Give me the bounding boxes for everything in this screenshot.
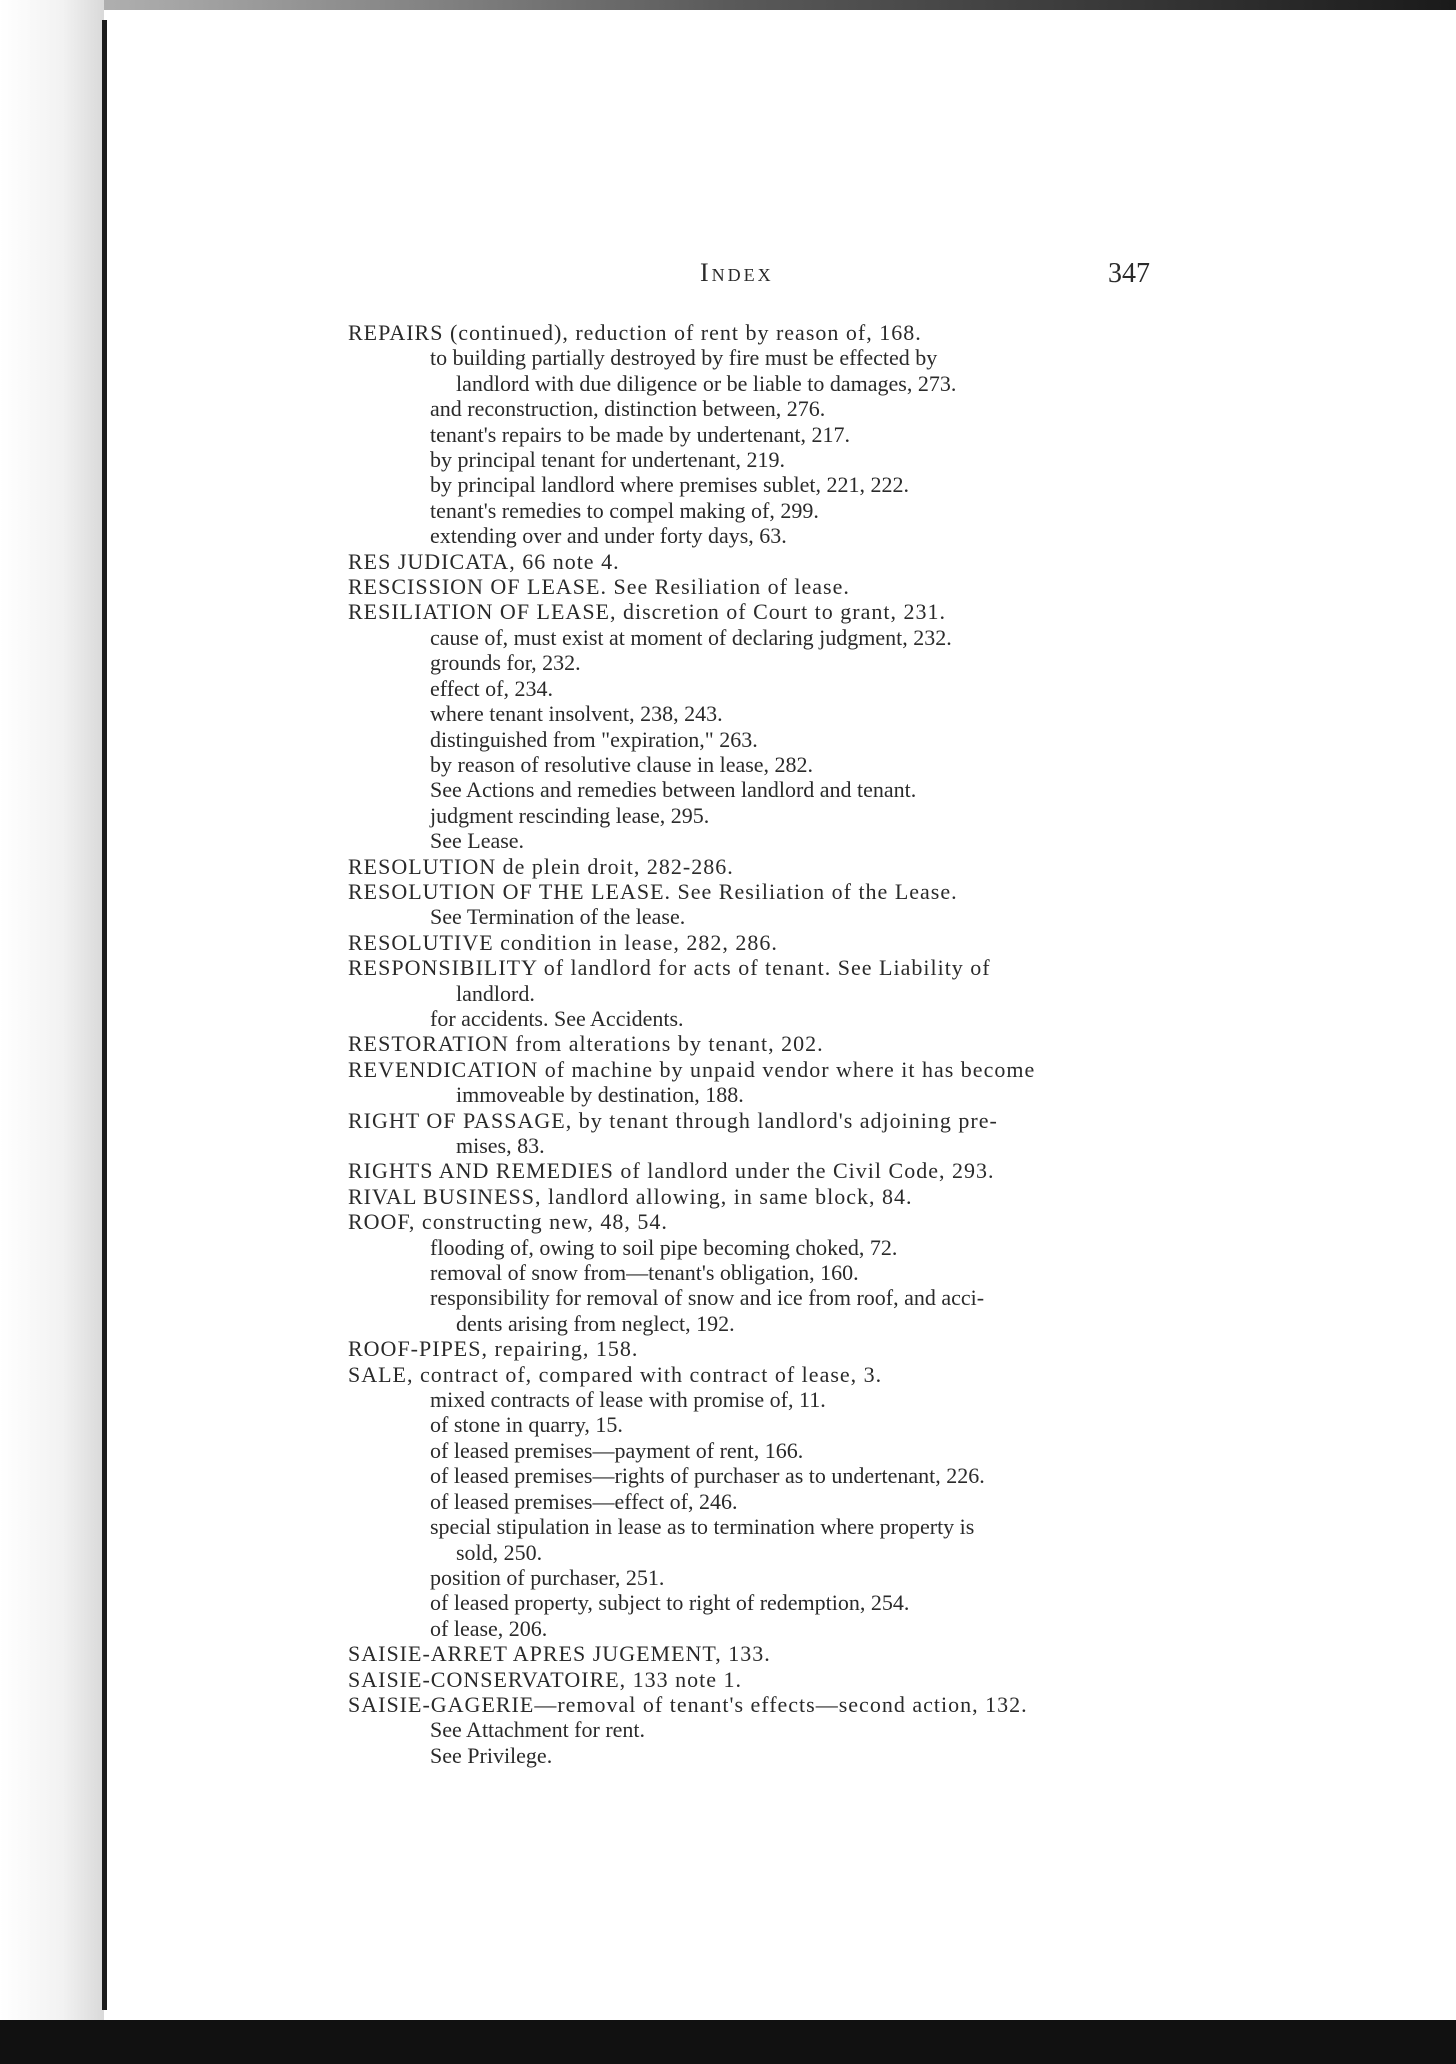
index-subentry: of leased premises—payment of rent, 166. xyxy=(430,1437,804,1463)
index-subentry: extending over and under forty days, 63. xyxy=(430,523,787,549)
index-subentry: of leased premises—rights of purchaser as to undertenant, 226. xyxy=(430,1463,985,1489)
page-number: 347 xyxy=(1108,258,1150,289)
running-title: Index xyxy=(700,258,774,287)
index-heading-entry: RIGHTS AND REMEDIES of landlord under the Civil Code, 293. xyxy=(348,1158,995,1184)
index-heading-entry: SAISIE-ARRET APRES JUGEMENT, 133. xyxy=(348,1641,771,1667)
index-heading-entry: RES JUDICATA, 66 note 4. xyxy=(348,548,620,574)
index-subentry: responsibility for removal of snow and ice from roof, and acci- xyxy=(430,1285,985,1311)
index-subentry: removal of snow from—tenant's obligation, 160. xyxy=(430,1260,859,1286)
index-subentry: position of purchaser, 251. xyxy=(430,1564,665,1590)
index-subentry: by principal tenant for undertenant, 219. xyxy=(430,447,785,473)
index-entries xyxy=(348,320,1178,1768)
index-subentry: distinguished from "expiration," 263. xyxy=(430,726,758,752)
index-heading-entry: REVENDICATION of machine by unpaid vendor where it has become xyxy=(348,1056,1036,1082)
index-subentry: judgment rescinding lease, 295. xyxy=(430,802,710,828)
index-heading-entry: SALE, contract of, compared with contract of lease, 3. xyxy=(348,1361,883,1387)
index-heading-entry: SAISIE-GAGERIE—removal of tenant's effects—second action, 132. xyxy=(348,1691,1028,1717)
index-subentry: flooding of, owing to soil pipe becoming choked, 72. xyxy=(430,1234,898,1260)
index-subentry: of stone in quarry, 15. xyxy=(430,1412,623,1438)
index-subentry: immoveable by destination, 188. xyxy=(456,1082,744,1108)
scan-bottom-edge xyxy=(0,2020,1456,2064)
index-subentry: mixed contracts of lease with promise of, 11. xyxy=(430,1387,826,1413)
index-heading-entry: RIGHT OF PASSAGE, by tenant through landlord's adjoining pre- xyxy=(348,1107,998,1133)
index-heading-entry: RESTORATION from alterations by tenant, 202. xyxy=(348,1031,824,1057)
index-subentry: mises, 83. xyxy=(456,1133,545,1158)
index-heading-entry: RESILIATION OF LEASE, discretion of Court to grant, 231. xyxy=(348,599,946,625)
index-subentry: See Actions and remedies between landlord and tenant. xyxy=(430,777,917,803)
index-subentry: of lease, 206. xyxy=(430,1615,548,1641)
index-heading-entry: RESCISSION OF LEASE. See Resiliation of lease. xyxy=(348,574,850,600)
page-left-margin xyxy=(0,0,104,2064)
page-header xyxy=(0,258,1456,298)
index-subentry: by reason of resolutive clause in lease, 282. xyxy=(430,751,814,777)
index-subentry: of leased premises—effect of, 246. xyxy=(430,1488,738,1514)
index-subentry: See Lease. xyxy=(430,828,525,854)
index-heading-entry: RESOLUTIVE condition in lease, 282, 286. xyxy=(348,929,778,955)
index-subentry: landlord with due diligence or be liable to damages, 273. xyxy=(456,370,957,396)
index-heading-entry: REPAIRS (continued), reduction of rent by reason of, 168. xyxy=(348,320,922,345)
index-heading-entry: ROOF, constructing new, 48, 54. xyxy=(348,1209,668,1235)
index-subentry: where tenant insolvent, 238, 243. xyxy=(430,701,723,727)
index-subentry: tenant's repairs to be made by undertenant, 217. xyxy=(430,421,850,447)
index-subentry: to building partially destroyed by fire must be effected by xyxy=(430,345,938,371)
index-subentry: See Privilege. xyxy=(430,1742,553,1768)
index-subentry: sold, 250. xyxy=(456,1539,543,1565)
index-subentry: special stipulation in lease as to termination where property is xyxy=(430,1514,975,1540)
index-heading-entry: RIVAL BUSINESS, landlord allowing, in same block, 84. xyxy=(348,1183,913,1209)
index-subentry: grounds for, 232. xyxy=(430,650,581,676)
index-subentry: of leased property, subject to right of redemption, 254. xyxy=(430,1590,910,1616)
index-subentry: and reconstruction, distinction between, 276. xyxy=(430,396,826,422)
index-subentry: dents arising from neglect, 192. xyxy=(456,1310,735,1336)
index-subentry: by principal landlord where premises sublet, 221, 222. xyxy=(430,472,910,498)
index-heading-entry: SAISIE-CONSERVATOIRE, 133 note 1. xyxy=(348,1666,743,1692)
book-binding-edge xyxy=(102,20,107,2010)
index-heading-entry: RESOLUTION de plein droit, 282-286. xyxy=(348,853,734,879)
scan-top-edge xyxy=(0,0,1456,10)
index-subentry: See Attachment for rent. xyxy=(430,1717,646,1743)
index-heading-entry: RESOLUTION OF THE LEASE. See Resiliation of the Lease. xyxy=(348,878,958,904)
index-subentry: tenant's remedies to compel making of, 299. xyxy=(430,497,819,523)
index-heading-entry: ROOF-PIPES, repairing, 158. xyxy=(348,1336,639,1362)
index-subentry: for accidents. See Accidents. xyxy=(430,1005,684,1031)
index-subentry: See Termination of the lease. xyxy=(430,904,686,930)
index-subentry: cause of, must exist at moment of declaring judgment, 232. xyxy=(430,624,952,650)
index-subentry: landlord. xyxy=(456,980,535,1006)
index-subentry: effect of, 234. xyxy=(430,675,553,701)
index-heading-entry: RESPONSIBILITY of landlord for acts of tenant. See Liability of xyxy=(348,955,991,981)
